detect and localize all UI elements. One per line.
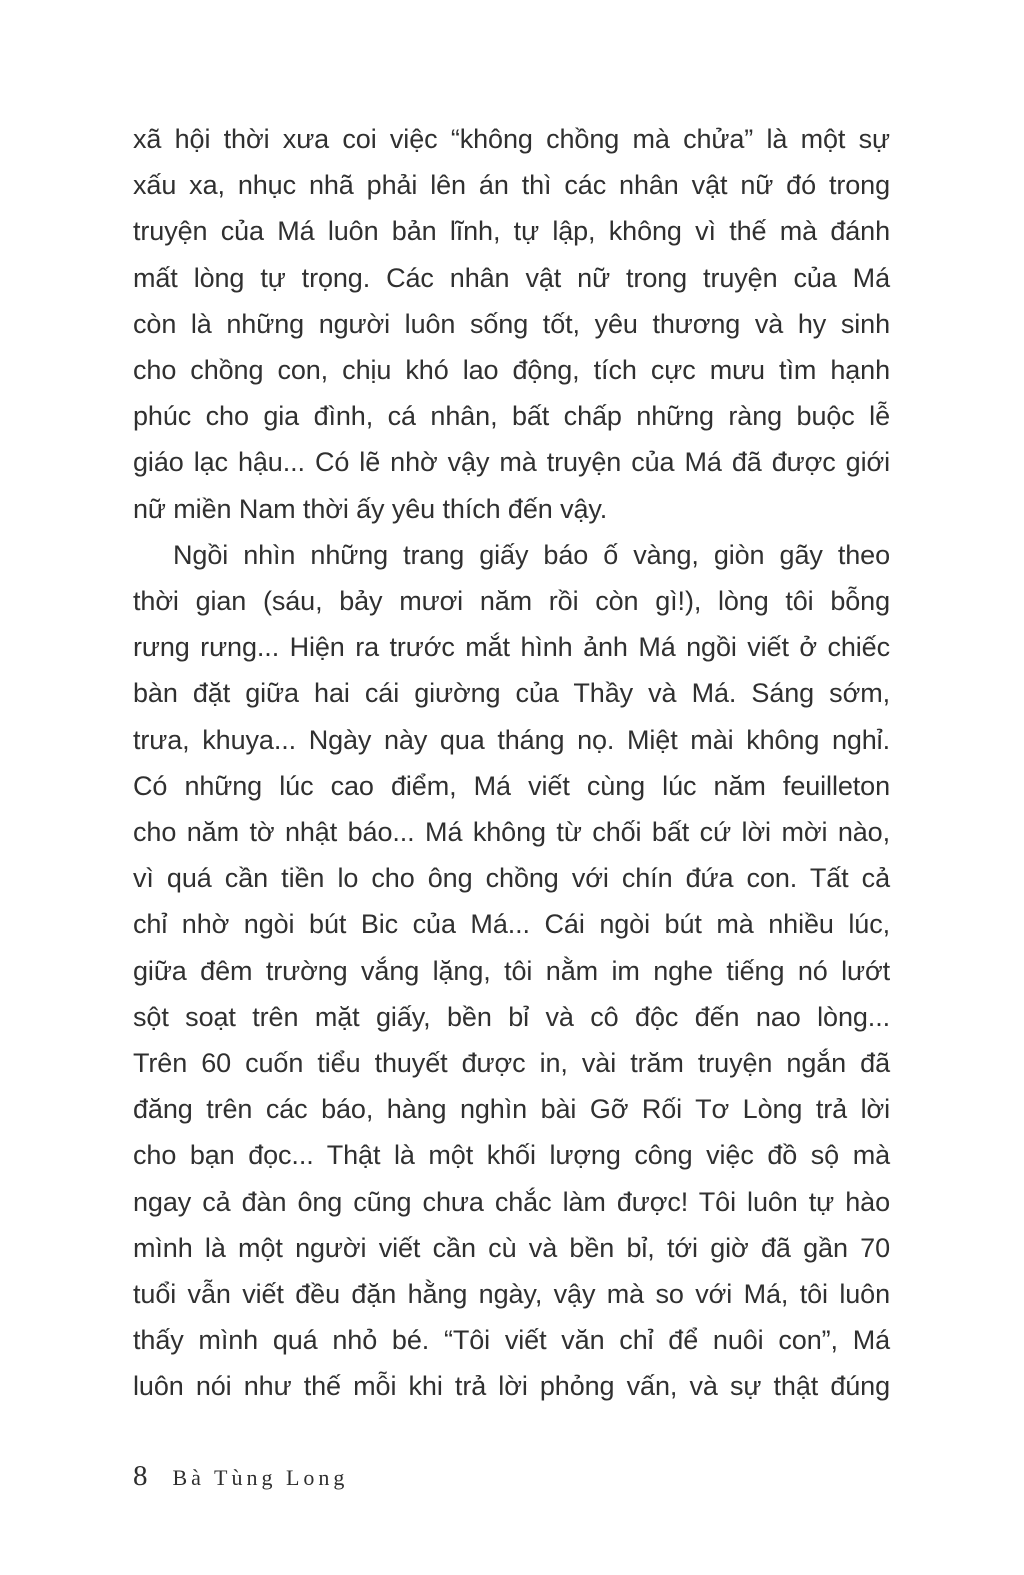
text-line: trưa, khuya... Ngày này qua tháng nọ. Miệt mài không nghỉ. bbox=[133, 724, 890, 755]
text-line: giữa đêm trường vắng lặng, tôi nằm im nghe tiếng nó lướt bbox=[133, 955, 890, 986]
text-line: mình là một người viết cần cù và bền bỉ, tới giờ đã gần 70 bbox=[133, 1232, 890, 1263]
paragraph-2 bbox=[133, 532, 890, 1410]
text-line: bàn đặt giữa hai cái giường của Thầy và Má. Sáng sớm, bbox=[133, 678, 890, 709]
text-line: thời gian (sáu, bảy mươi năm rồi còn gì!), lòng tôi bỗng bbox=[133, 586, 890, 617]
text-line: giáo lạc hậu... Có lẽ nhờ vậy mà truyện của Má đã được giới bbox=[133, 447, 890, 478]
page-number: 8 bbox=[133, 1460, 149, 1492]
text-line: mất lòng tự trọng. Các nhân vật nữ trong truyện của Má bbox=[133, 262, 890, 293]
text-line: xấu xa, nhục nhã phải lên án thì các nhân vật nữ đó trong bbox=[133, 170, 890, 201]
text-line: chỉ nhờ ngòi bút Bic của Má... Cái ngòi bút mà nhiều lúc, bbox=[133, 909, 890, 940]
paragraph-1 bbox=[133, 116, 890, 532]
body-text bbox=[133, 116, 890, 1410]
text-line: còn là những người luôn sống tốt, yêu thương và hy sinh bbox=[133, 308, 890, 339]
text-line: tuổi vẫn viết đều đặn hằng ngày, vậy mà so với Má, tôi luôn bbox=[133, 1279, 890, 1310]
text-line: Trên 60 cuốn tiểu thuyết được in, vài trăm truyện ngắn đã bbox=[133, 1048, 890, 1079]
text-line: xã hội thời xưa coi việc “không chồng mà chửa” là một sự bbox=[133, 124, 890, 154]
text-line: Có những lúc cao điểm, Má viết cùng lúc năm feuilleton bbox=[133, 770, 890, 801]
text-line: rưng rưng... Hiện ra trước mắt hình ảnh Má ngồi viết ở chiếc bbox=[133, 632, 890, 663]
text-line: cho chồng con, chịu khó lao động, tích cực mưu tìm hạnh bbox=[133, 355, 890, 386]
text-line: cho bạn đọc... Thật là một khối lượng công việc đồ sộ mà bbox=[133, 1140, 890, 1171]
text-line: sột soạt trên mặt giấy, bền bỉ và cô độc đến nao lòng... bbox=[133, 1001, 890, 1032]
text-line: thấy mình quá nhỏ bé. “Tôi viết văn chỉ để nuôi con”, Má bbox=[133, 1325, 890, 1356]
page-footer bbox=[133, 1460, 348, 1493]
text-line: luôn nói như thế mỗi khi trả lời phỏng vấn, và sự thật đúng bbox=[133, 1371, 890, 1402]
text-line: ngay cả đàn ông cũng chưa chắc làm được! Tôi luôn tự hào bbox=[133, 1186, 890, 1217]
text-line: phúc cho gia đình, cá nhân, bất chấp những ràng buộc lễ bbox=[133, 401, 890, 432]
text-line: truyện của Má luôn bản lĩnh, tự lập, không vì thế mà đánh bbox=[133, 216, 890, 247]
book-title: Bà Tùng Long bbox=[172, 1465, 349, 1490]
text-line: vì quá cần tiền lo cho ông chồng với chín đứa con. Tất cả bbox=[133, 863, 890, 894]
text-line: Ngồi nhìn những trang giấy báo ố vàng, giòn gãy theo bbox=[173, 539, 890, 570]
text-line: đăng trên các báo, hàng nghìn bài Gỡ Rối Tơ Lòng trả lời bbox=[133, 1094, 890, 1125]
text-line: cho năm tờ nhật báo... Má không từ chối bất cứ lời mời nào, bbox=[133, 817, 890, 848]
text-line: nữ miền Nam thời ấy yêu thích đến vậy. bbox=[133, 493, 608, 524]
